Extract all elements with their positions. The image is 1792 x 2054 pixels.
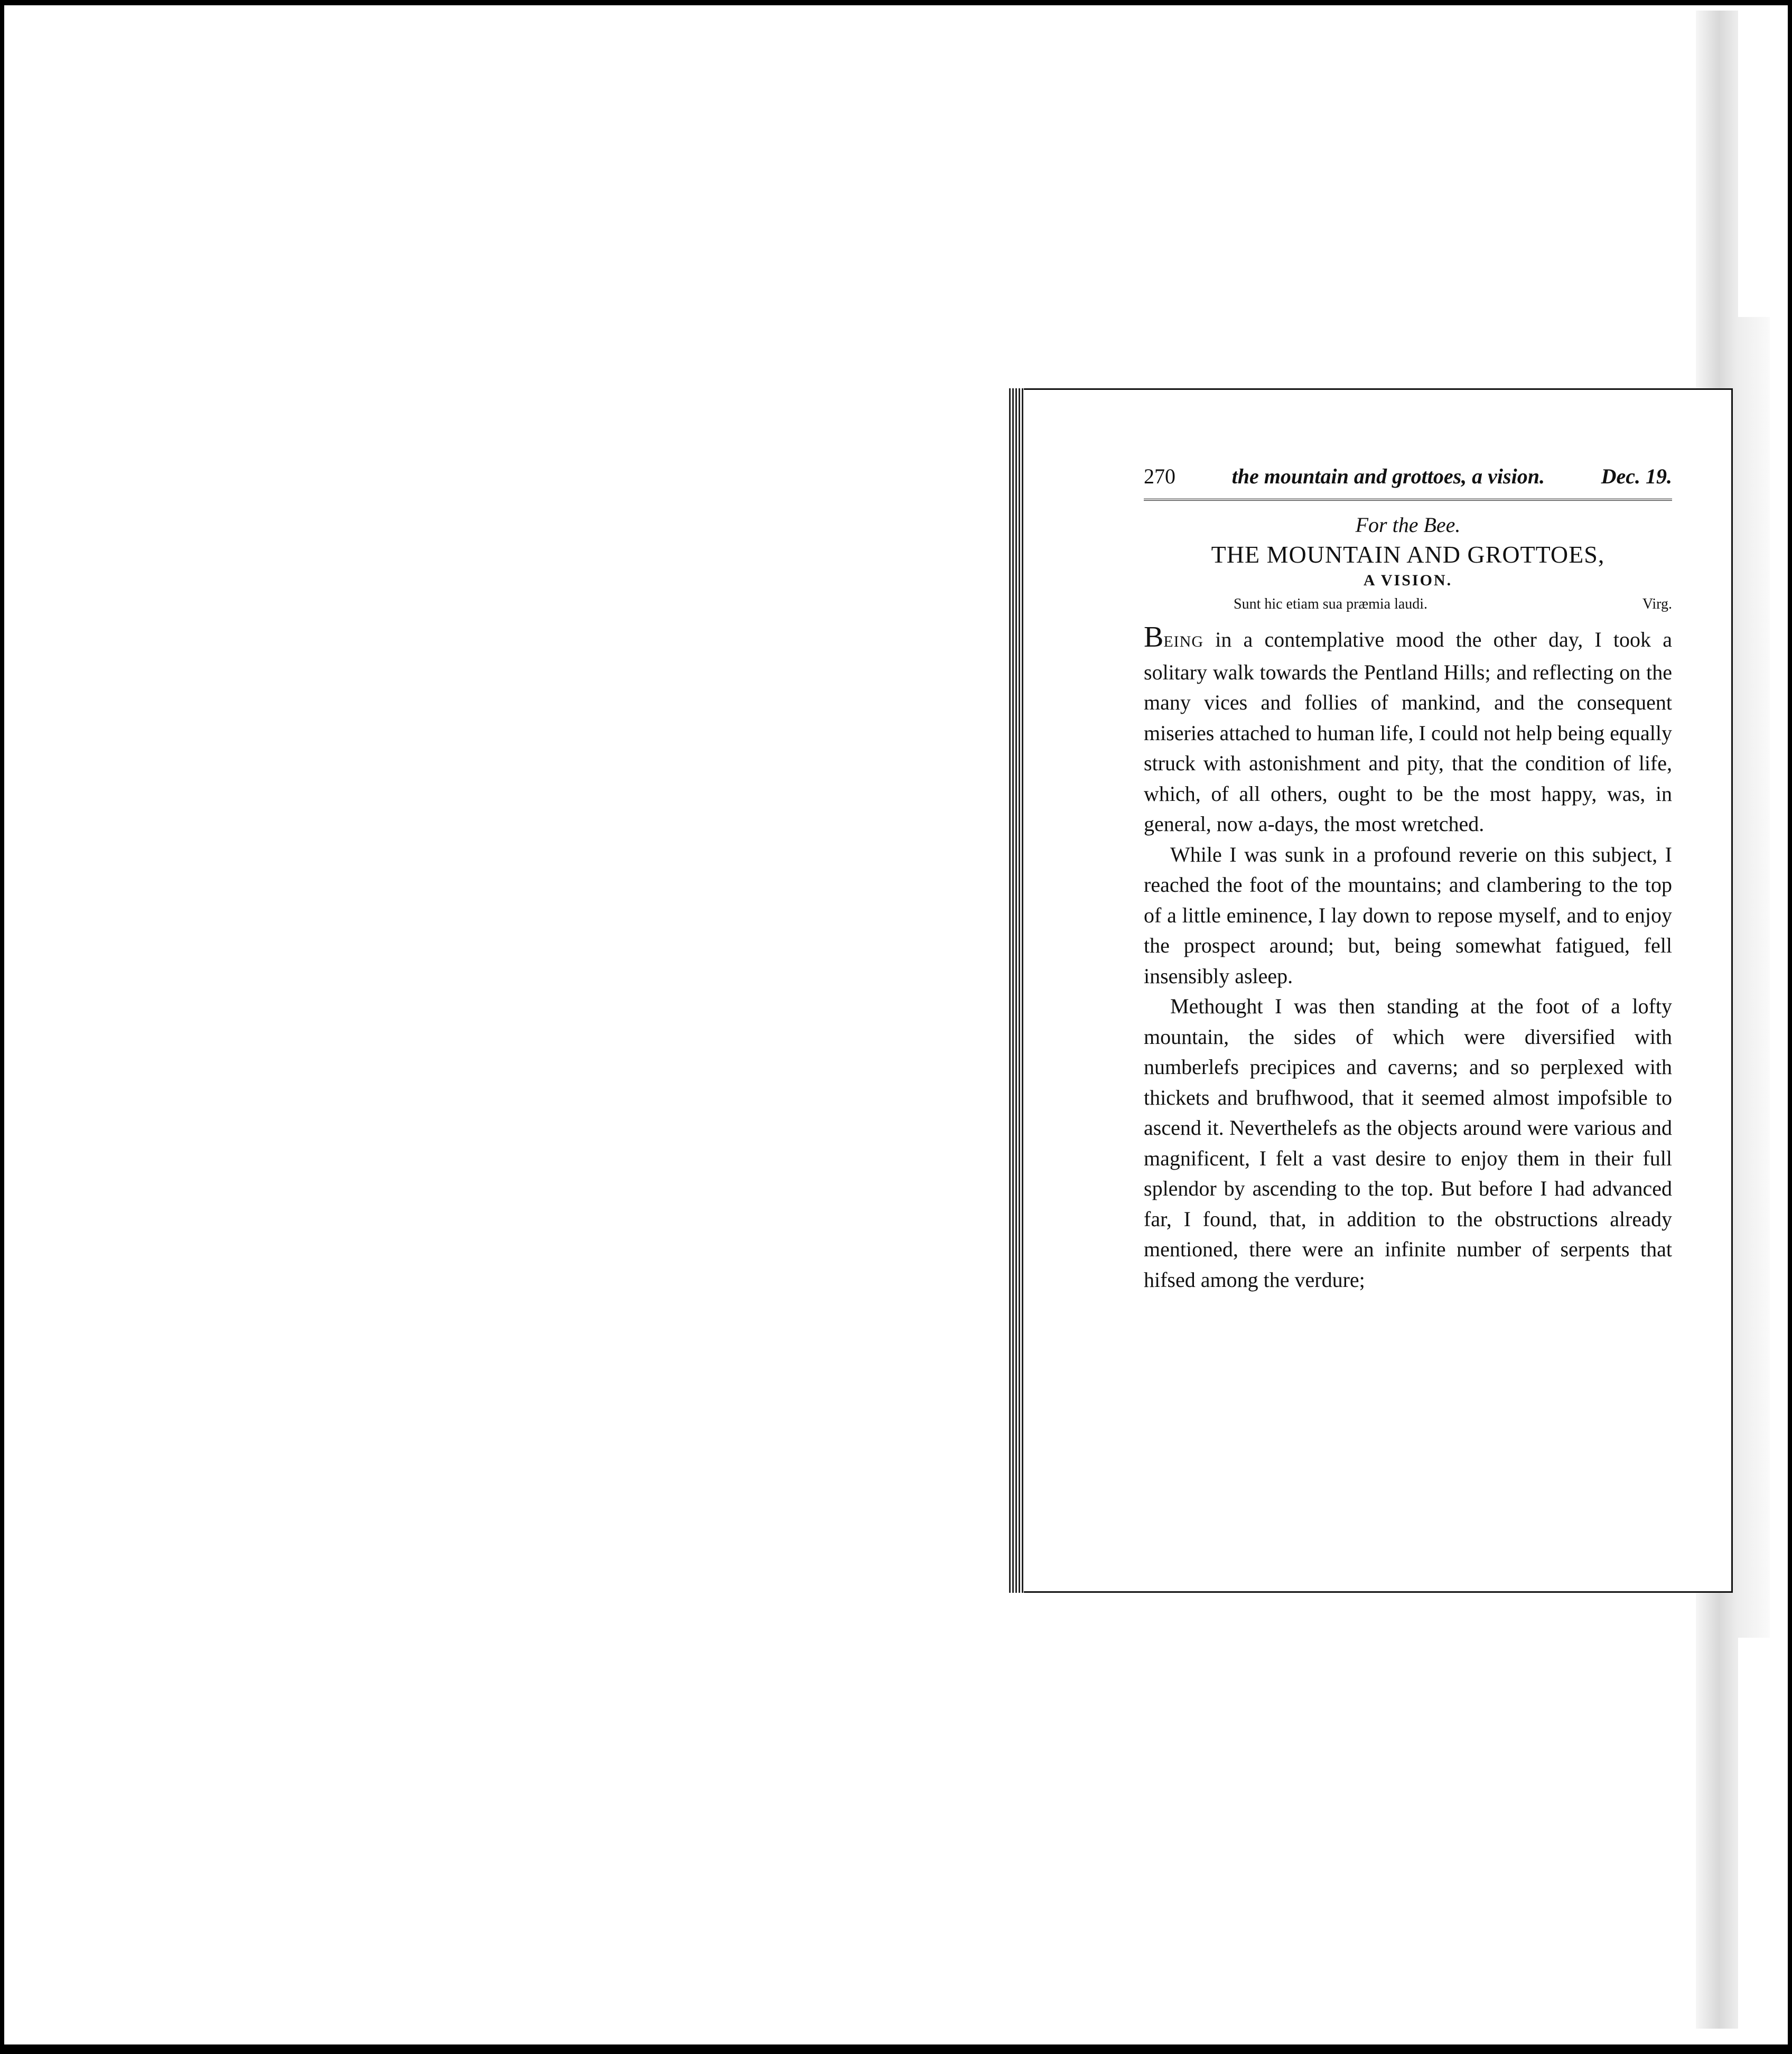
paragraph-2: While I was sunk in a profound reverie on this subject, I reached the foot of the mountains; and clambering to the top of a little eminence, I lay down to repose myself, and to enjoy the prospect around; but, being somewhat fatigued, fell insensibly asleep. xyxy=(1144,842,1672,988)
paragraph-1-text: in a contemplative mood the other day, I took a solitary walk towards the Pentland Hills; and reflecting on the many vices and follies of mankind, and the consequent miseries attached to human life, I could not help being equally struck with astonishment and pity, that the condition of life, which, of all others, ought to be the most happy, was, in general, now a-days, the most wretched. xyxy=(1144,628,1672,836)
running-head xyxy=(1144,464,1672,494)
paragraph-1 xyxy=(1144,622,1672,839)
epigraph xyxy=(1144,596,1672,613)
small-caps-lead: EING xyxy=(1163,633,1204,650)
running-title: the mountain and grottoes, a vision. xyxy=(1231,464,1545,488)
page-content xyxy=(1144,464,1672,1295)
article-body xyxy=(1144,622,1672,1295)
section-attribution: For the Bee. xyxy=(1355,513,1461,537)
page-binding-edge xyxy=(1009,388,1024,1593)
article-title: THE MOUNTAIN AND GROTTOES, xyxy=(1211,541,1605,568)
epigraph-text: Sunt hic etiam sua præmia laudi. xyxy=(1234,596,1428,612)
drop-cap: B xyxy=(1144,621,1164,653)
epigraph-author: Virg. xyxy=(1642,596,1672,612)
running-date: Dec. 19. xyxy=(1601,464,1672,488)
paragraph-3: Methought I was then standing at the foot of a lofty mountain, the sides of which were diversified with numberlefs precipices and caverns; and so perplexed with thickets and brufhwood, that it seemed almost impofsible to ascend it. Neverthelefs as the objects around were various and magnificent, I felt a vast desire to enjoy them in their full splendor by ascending to the top. But before I had advanced far, I found, that, in addition to the obstructions already mentioned, there were an infinite number of serpents that hifsed among the verdure; xyxy=(1144,994,1672,1292)
book-page xyxy=(1009,388,1733,1593)
article-subtitle: A VISION. xyxy=(1363,572,1453,589)
header-rule xyxy=(1144,499,1672,503)
book-edge-highlight xyxy=(1738,317,1770,1638)
page-number: 270 xyxy=(1144,464,1175,488)
